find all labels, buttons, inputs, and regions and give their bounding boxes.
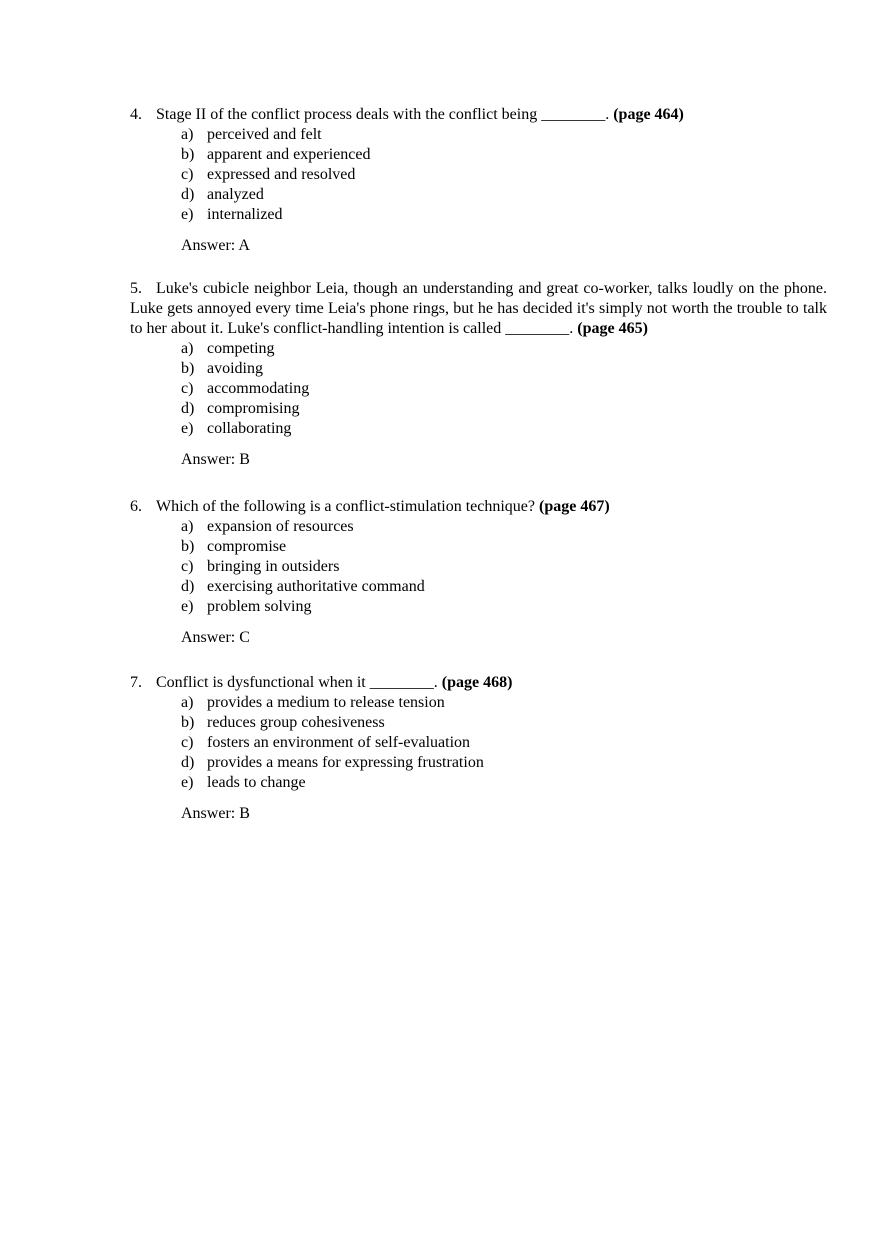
option-text: avoiding <box>207 360 263 377</box>
option <box>130 773 827 793</box>
option-text: expansion of resources <box>207 518 354 535</box>
option-text: collaborating <box>207 420 292 437</box>
option-letter: d) <box>181 754 195 771</box>
option <box>130 419 827 439</box>
option-letter: c) <box>181 166 194 183</box>
options-list <box>130 125 827 225</box>
option-text: compromising <box>207 400 300 417</box>
option-text: accommodating <box>207 380 310 397</box>
option <box>130 359 827 379</box>
answer: Answer: B <box>181 805 250 822</box>
option <box>130 557 827 577</box>
option-letter: b) <box>181 538 195 555</box>
question-7 <box>130 673 827 824</box>
question-number: 5. <box>130 280 142 297</box>
page-reference: (page 467) <box>539 498 610 515</box>
option-text: provides a medium to release tension <box>207 694 445 711</box>
option-text: fosters an environment of self-evaluation <box>207 734 471 751</box>
option <box>130 597 827 617</box>
option-letter: b) <box>181 714 195 731</box>
option <box>130 399 827 419</box>
option-letter: e) <box>181 774 194 791</box>
option <box>130 379 827 399</box>
question-text: Which of the following is a conflict-stimulation technique? <box>156 498 536 515</box>
option <box>130 145 827 165</box>
option <box>130 577 827 597</box>
option-letter: e) <box>181 420 194 437</box>
option <box>130 733 827 753</box>
page-reference: (page 465) <box>577 320 648 337</box>
option-letter: a) <box>181 518 194 535</box>
option <box>130 125 827 145</box>
option-letter: b) <box>181 146 195 163</box>
question-text: Stage II of the conflict process deals with the conflict being ________. <box>156 106 610 123</box>
option-text: compromise <box>207 538 287 555</box>
option-text: analyzed <box>207 186 264 203</box>
question-stem <box>130 497 827 517</box>
page-reference: (page 464) <box>613 106 684 123</box>
option <box>130 517 827 537</box>
question-text: Luke's cubicle neighbor Leia, though an understanding and great co-worker, talks loudly on the phone. Luke gets annoyed every time Leia's phone rings, but he has decided it's simply not worth the trouble to talk to her about it. Luke's conflict-handling intention is called ________. <box>130 280 827 337</box>
question-4 <box>130 105 827 256</box>
question-5 <box>130 279 827 470</box>
option-letter: c) <box>181 380 194 397</box>
option-letter: a) <box>181 126 194 143</box>
option <box>130 537 827 557</box>
option-text: leads to change <box>207 774 306 791</box>
options-list <box>130 517 827 617</box>
option-letter: e) <box>181 598 194 615</box>
question-text: Conflict is dysfunctional when it ________. <box>156 674 438 691</box>
option <box>130 693 827 713</box>
option-letter: a) <box>181 340 194 357</box>
option-letter: a) <box>181 694 194 711</box>
option-text: problem solving <box>207 598 312 615</box>
option-text: perceived and felt <box>207 126 322 143</box>
option-text: internalized <box>207 206 283 223</box>
option <box>130 165 827 185</box>
option-text: provides a means for expressing frustration <box>207 754 484 771</box>
option-text: apparent and experienced <box>207 146 371 163</box>
question-stem <box>130 279 827 339</box>
options-list <box>130 339 827 439</box>
option <box>130 339 827 359</box>
answer: Answer: C <box>181 629 250 646</box>
option-letter: d) <box>181 400 195 417</box>
option-letter: c) <box>181 558 194 575</box>
option-text: bringing in outsiders <box>207 558 340 575</box>
option-text: exercising authoritative command <box>207 578 425 595</box>
option-text: competing <box>207 340 275 357</box>
question-number: 7. <box>130 674 142 691</box>
options-list <box>130 693 827 793</box>
question-6 <box>130 497 827 648</box>
option-letter: e) <box>181 206 194 223</box>
option-text: reduces group cohesiveness <box>207 714 385 731</box>
option <box>130 753 827 773</box>
question-stem <box>130 105 827 125</box>
option <box>130 205 827 225</box>
option-letter: d) <box>181 186 195 203</box>
answer: Answer: B <box>181 451 250 468</box>
question-stem <box>130 673 827 693</box>
page-reference: (page 468) <box>441 674 513 691</box>
option <box>130 185 827 205</box>
question-number: 4. <box>130 106 142 123</box>
question-number: 6. <box>130 498 142 515</box>
option-letter: b) <box>181 360 195 377</box>
option <box>130 713 827 733</box>
answer: Answer: A <box>181 237 250 254</box>
option-letter: d) <box>181 578 195 595</box>
option-letter: c) <box>181 734 194 751</box>
option-text: expressed and resolved <box>207 166 356 183</box>
